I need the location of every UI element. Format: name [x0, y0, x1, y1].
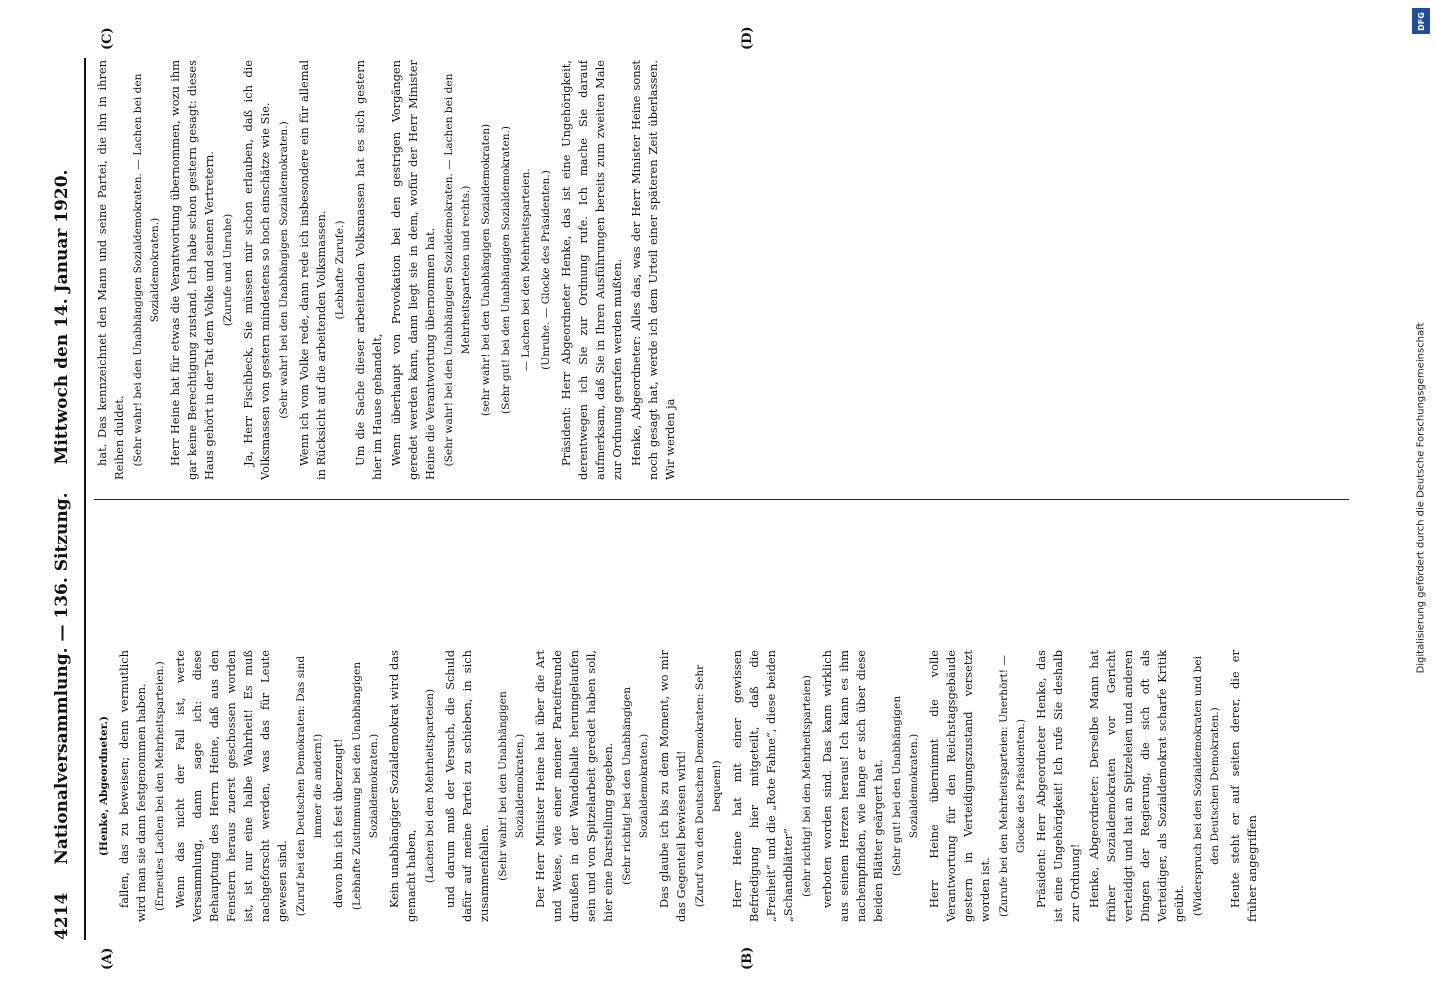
interjection: (Lebhafte Zustimmung bei den Unabhängigen Sozialdemokraten.) [351, 661, 380, 911]
interjection: (Sehr richtig! bei den Unabhängigen Sozialdemokraten.) [621, 686, 650, 886]
paragraph: Der Herr Minister Heine hat über die Art und Weise, wie einer meiner Parteifreunde draußen in der Wandelhalle herumgelaufen sein und von Spitzelarbeit geredet haben soll, hier eine Darstellung gegeben. [533, 650, 615, 922]
interjection: — Lachen bei den Mehrheitsparteien. [520, 168, 532, 372]
speaker-line: (Henke, Abgeordneter.) [98, 715, 110, 857]
paragraph: Präsident: Herr Abgeordneter Henke, das ist eine Ungehörigkeit, derentwegen ich Sie zur Ordnung rufe. Ich mache Sie darauf aufmerksam, daß Sie in Ihren Ausführungen bereits zum zweiten Male zur Ordnung gerufen werden mußten. [559, 60, 624, 480]
interjection: (Erneutes Lachen bei den Mehrheitsparteien.) [154, 661, 166, 911]
interjection: (Sehr wahr! bei den Unabhängigen Sozialdemokraten. — Lachen bei den Sozialdemokraten.) [132, 73, 161, 467]
header-left-title: Nationalversammlung. — 136. Sitzung. [52, 492, 72, 865]
interjection: (Sehr wahr! bei den Unabhängigen Sozialdemokraten. — Lachen bei den Mehrheitsparteien und rechts.) [443, 73, 472, 467]
interjection: (Lachen bei den Mehrheitsparteien) [424, 688, 436, 884]
digitization-credit-text: Digitalisierung gefördert durch die Deutsche Forschungsgemeinschaft [1415, 322, 1427, 674]
interjection: (Unruhe. — Glocke des Präsidenten.) [540, 170, 552, 370]
interjection: (Zurufe und Unruhe) [222, 213, 234, 327]
interjection: (Sehr gut! bei den Unabhängigen Sozialdemokraten.) [891, 695, 920, 877]
paragraph: Henke, Abgeordneter: Derselbe Mann hat früher Sozialdemokraten vor Gericht verteidigt und hat an Spitzeleien und anderen Dingen der Regierung, die sich oft als Verteidiger, als Sozialdemokrat scharfe Kritik geübt. [1087, 650, 1186, 922]
digitization-credit [1412, 8, 1430, 988]
interjection: (Sehr wahr! bei den Unabhängigen Sozialdemokraten.) [278, 121, 290, 419]
dfg-logo-text: DFG [1416, 11, 1426, 31]
paragraph: Das glaube ich bis zu dem Moment, wo mir das Gegenteil bewiesen wird! [657, 650, 688, 922]
paragraph: Henke, Abgeordneter: Alles das, was der Herr Minister Heine sonst noch gesagt hat, werde ich dem Urteil einer späteren Zeit überlassen. Wir werden ja [629, 60, 677, 480]
interjection: (Sehr gut! bei den Unabhängigen Sozialdemokraten.) [500, 125, 512, 415]
paragraph: Herr Heine übernimmt die volle Verantwortung für den Reichstagsgebäude gestern in Verteidigungszustand versetzt worden ist. [927, 650, 992, 922]
interjection: (Zuruf bei den Deutschen Demokraten: Das sind immer die andern!) [295, 655, 324, 917]
paragraph: Ja, Herr Fischbeck, Sie müssen mir schon erlauben, daß ich die Volksmassen von gestern mindestens so hoch einschätze wie Sie. [241, 60, 272, 480]
page-header [52, 60, 80, 940]
paragraph: Kein unabhängiger Sozialdemokrat wird das gemacht haben, [387, 650, 418, 922]
paragraph: Präsident: Herr Abgeordneter Henke, das ist eine Ungehörigkeit! Ich rufe Sie deshalb zur Ordnung! [1034, 650, 1082, 922]
header-rule [84, 58, 86, 940]
header-right-title: Mittwoch den 14. Januar 1920. [52, 169, 72, 465]
interjection: (Widerspruch bei den Sozialdemokraten und bei den Deutschen Demokraten.) [1192, 655, 1221, 917]
interjection: (Lebhafte Zurufe.) [334, 220, 346, 320]
paragraph: Um die Sache dieser arbeitenden Volksmassen hat es sich gestern hier im Hause gehandelt, [353, 60, 384, 480]
interjection: (Sehr wahr! bei den Unabhängigen Sozialdemokraten.) [497, 691, 526, 881]
interjection: (Zuruf von den Deutschen Demokraten: Sehr bequem!) [694, 664, 723, 908]
interjection: (Zurufe bei den Mehrheitsparteien: Unerhört! — Glocke des Präsidenten.) [998, 655, 1027, 917]
paragraph: Wenn das nicht der Fall ist, werte Versammlung, dann sage ich: diese Behauptung des Herrn Heine, daß aus den Fenstern heraus zuerst geschossen worden ist, ist nur eine halbe Wahrheit! Es muß nachgeforscht werden, was das für Leute gewesen sind. [173, 650, 289, 922]
paragraph: verboten worden sind. Das kann wirklich aus seinem Herzen heraus! Ich kann es ihm nachempfinden, wie lange er sich über diese beiden Blätter geärgert hat. [820, 650, 885, 922]
paragraph: Herr Heine hat mit einer gewissen Befriedigung hier mitgeteilt, daß die „Freiheit“ und die „Rote Fahne“, diese beiden „Schandblätter“ [730, 650, 795, 922]
paragraph: und darum muß der Versuch, die Schuld dafür auf meine Partei zu schieben, in sich zusammenfallen. [443, 650, 491, 922]
column-marker-d: (D) [740, 26, 755, 50]
column-right [94, 60, 1349, 480]
paragraph: hat. Das kennzeichnet den Mann und seine Partei, die ihn in ihren Reihen duldet. [95, 60, 126, 480]
column-left [94, 650, 1349, 922]
column-marker-c: (C) [100, 27, 115, 50]
column-marker-a: (A) [100, 947, 115, 970]
paragraph: Wenn ich vom Volke rede, dann rede ich insbesondere ein für allemal in Rücksicht auf die arbeitenden Volksmassen. [297, 60, 328, 480]
paragraph: Wenn überhaupt von Provokation bei den gestrigen Vorgängen geredet werden kann, dann liegt sie in dem, wofür der Herr Minister Heine die Verantwortung übernommen hat. [389, 60, 437, 480]
paragraph: fallen, das zu beweisen; denn vermutlich wird man sie dann festgenommen haben. [117, 650, 148, 922]
dfg-logo [1412, 8, 1430, 34]
column-divider [94, 499, 1349, 500]
column-marker-b: (B) [740, 946, 755, 970]
interjection: (sehr wahr! bei den Unabhängigen Sozialdemokraten) [480, 123, 492, 417]
interjection: (sehr richtig! bei den Mehrheitsparteien) [801, 675, 813, 897]
paragraph: Herr Heine hat für etwas die Verantwortung übernommen, wozu ihm gar keine Berechtigung zustand. Ich habe schon gestern gesagt: dieses Haus gehört in der Tat dem Volke und seinen Vertretern. [168, 60, 216, 480]
paragraph: Heute steht er auf seiten derer, die er früher angegriffen [1228, 650, 1259, 922]
page-number: 4214 [52, 892, 72, 940]
paragraph: davon bin ich fest überzeugt! [331, 738, 345, 908]
